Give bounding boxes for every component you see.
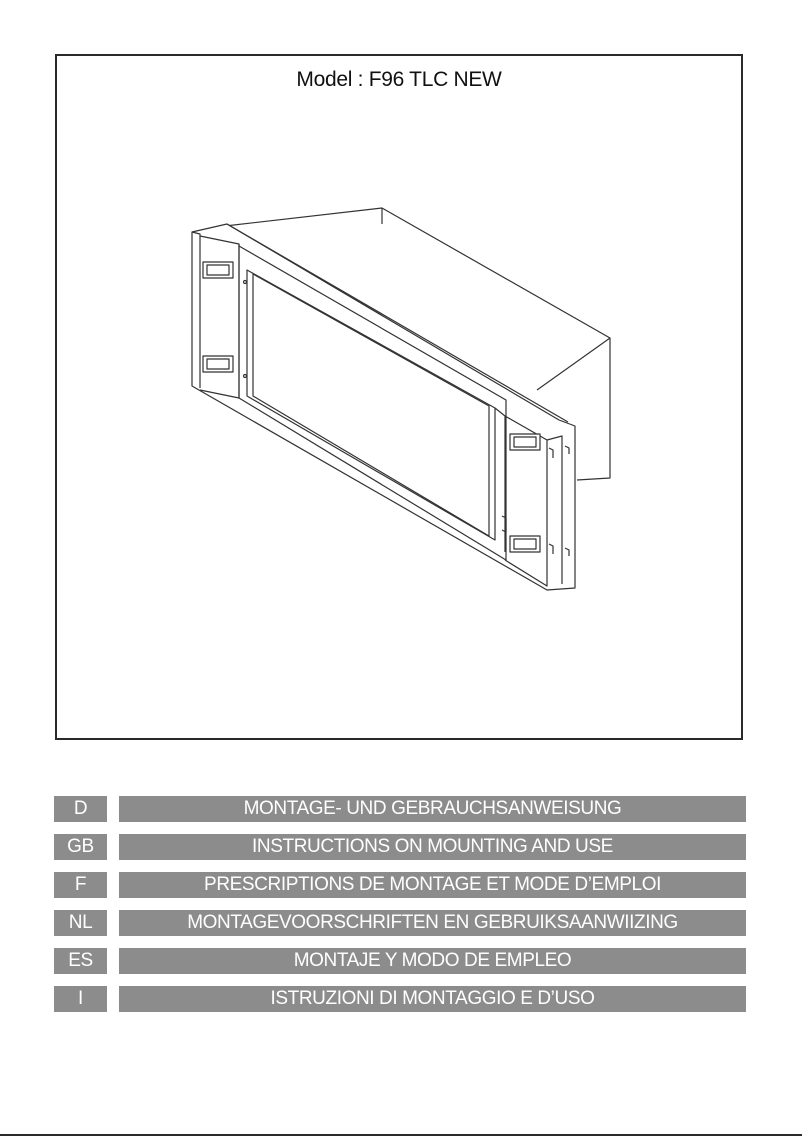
language-code: D: [54, 796, 107, 822]
language-code: NL: [54, 910, 107, 936]
language-row-f: [54, 872, 746, 898]
language-code: F: [54, 872, 107, 898]
language-label: MONTAJE Y MODO DE EMPLEO: [119, 948, 746, 974]
language-code: I: [54, 986, 107, 1012]
fireplace-illustration: [57, 56, 741, 738]
language-code: ES: [54, 948, 107, 974]
language-label: PRESCRIPTIONS DE MONTAGE ET MODE D’EMPLOI: [119, 872, 746, 898]
language-code: GB: [54, 834, 107, 860]
language-label: ISTRUZIONI DI MONTAGGIO E D’USO: [119, 986, 746, 1012]
language-row-nl: [54, 910, 746, 936]
model-title: Model : F96 TLC NEW: [296, 68, 502, 91]
language-row-gb: [54, 834, 746, 860]
language-row-es: [54, 948, 746, 974]
language-label: INSTRUCTIONS ON MOUNTING AND USE: [119, 834, 746, 860]
language-row-i: [54, 986, 746, 1012]
language-label: MONTAGEVOORSCHRIFTEN EN GEBRUIKSAANWIIZING: [119, 910, 746, 936]
language-label: MONTAGE- UND GEBRAUCHSANWEISUNG: [119, 796, 746, 822]
product-illustration-frame: [55, 54, 743, 740]
language-row-d: [54, 796, 746, 822]
